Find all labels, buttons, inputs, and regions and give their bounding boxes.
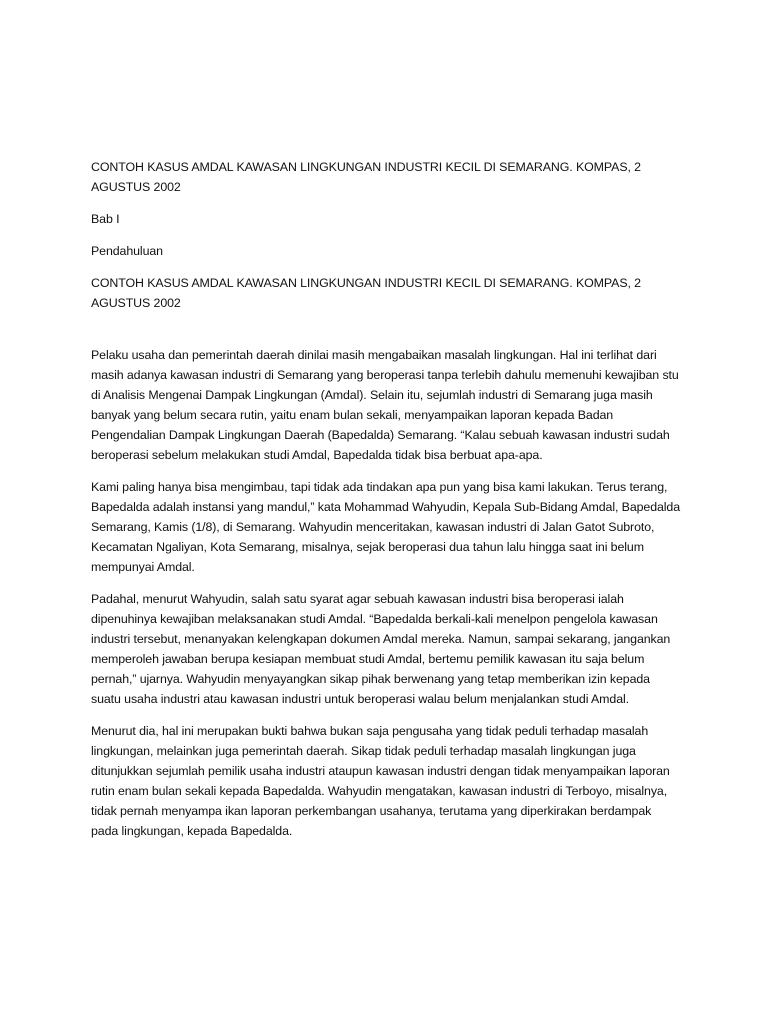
body-paragraph: Menurut dia, hal ini merupakan bukti bahwa bukan saja pengusaha yang tidak peduli terhadap masalah lingkungan, melainkan juga pemerintah daerah. Sikap tidak peduli terhadap masalah lingkungan juga ditunjukkan sejumlah pemilik usaha industri ataupun kawasan industri dengan tidak menyampaikan laporan rutin enam bulan sekali kepada Bapedalda. Wahyudin mengatakan, kawasan industri di Terboyo, misalnya, tidak pernah menyampa ikan laporan perkembangan usahanya, terutama yang diperkirakan berdampak pada lingkungan, kepada Bapedalda.: [91, 724, 670, 838]
body-paragraph: Pelaku usaha dan pemerintah daerah dinilai masih mengabaikan masalah lingkungan. Hal ini terlihat dari masih adanya kawasan industri di Semarang yang beroperasi tanpa terlebih dahulu memenuhi kewajiban stu di Analisis Mengenai Dampak Lingkungan (Amdal). Selain itu, sejumlah industri di Semarang juga masih banyak yang belum secara rutin, yaitu enam bulan sekali, menyampaikan laporan kepada Badan Pengendalian Dampak Lingkungan Daerah (Bapedalda) Semarang. “Kalau sebuah kawasan industri sudah beroperasi sebelum melakukan studi Amdal, Bapedalda tidak bisa berbuat apa-apa.: [91, 348, 679, 462]
section-heading: Pendahuluan: [91, 244, 163, 258]
document-title-repeat: CONTOH KASUS AMDAL KAWASAN LINGKUNGAN INDUSTRI KECIL DI SEMARANG. KOMPAS, 2 AGUSTUS 2002: [91, 276, 641, 310]
body-paragraph: Kami paling hanya bisa mengimbau, tapi tidak ada tindakan apa pun yang bisa kami lakukan. Terus terang, Bapedalda adalah instansi yang mandul,” kata Mohammad Wahyudin, Kepala Sub-Bidang Amdal, Bapedalda Semarang, Kamis (1/8), di Semarang. Wahyudin menceritakan, kawasan industri di Jalan Gatot Subroto, Kecamatan Ngaliyan, Kota Semarang, misalnya, sejak beroperasi dua tahun lalu hingga saat ini belum mempunyai Amdal.: [91, 480, 681, 574]
document-page: [91, 157, 681, 853]
body-paragraph: Padahal, menurut Wahyudin, salah satu syarat agar sebuah kawasan industri bisa beroperasi ialah dipenuhinya kewajiban melaksanakan studi Amdal. “Bapedalda berkali-kali menelpon pengelola kawasan industri tersebut, menanyakan kelengkapan dokumen Amdal mereka. Namun, sampai sekarang, jangankan memperoleh jawaban berupa kesiapan membuat studi Amdal, bertemu pemilik kawasan itu saja belum pernah,” ujarnya. Wahyudin menyayangkan sikap pihak berwenang yang tetap memberikan izin kepada suatu usaha industri atau kawasan industri untuk beroperasi walau belum menjalankan studi Amdal.: [91, 592, 671, 706]
chapter-heading: Bab I: [91, 212, 120, 226]
document-title: CONTOH KASUS AMDAL KAWASAN LINGKUNGAN INDUSTRI KECIL DI SEMARANG. KOMPAS, 2 AGUSTUS 2002: [91, 160, 641, 194]
